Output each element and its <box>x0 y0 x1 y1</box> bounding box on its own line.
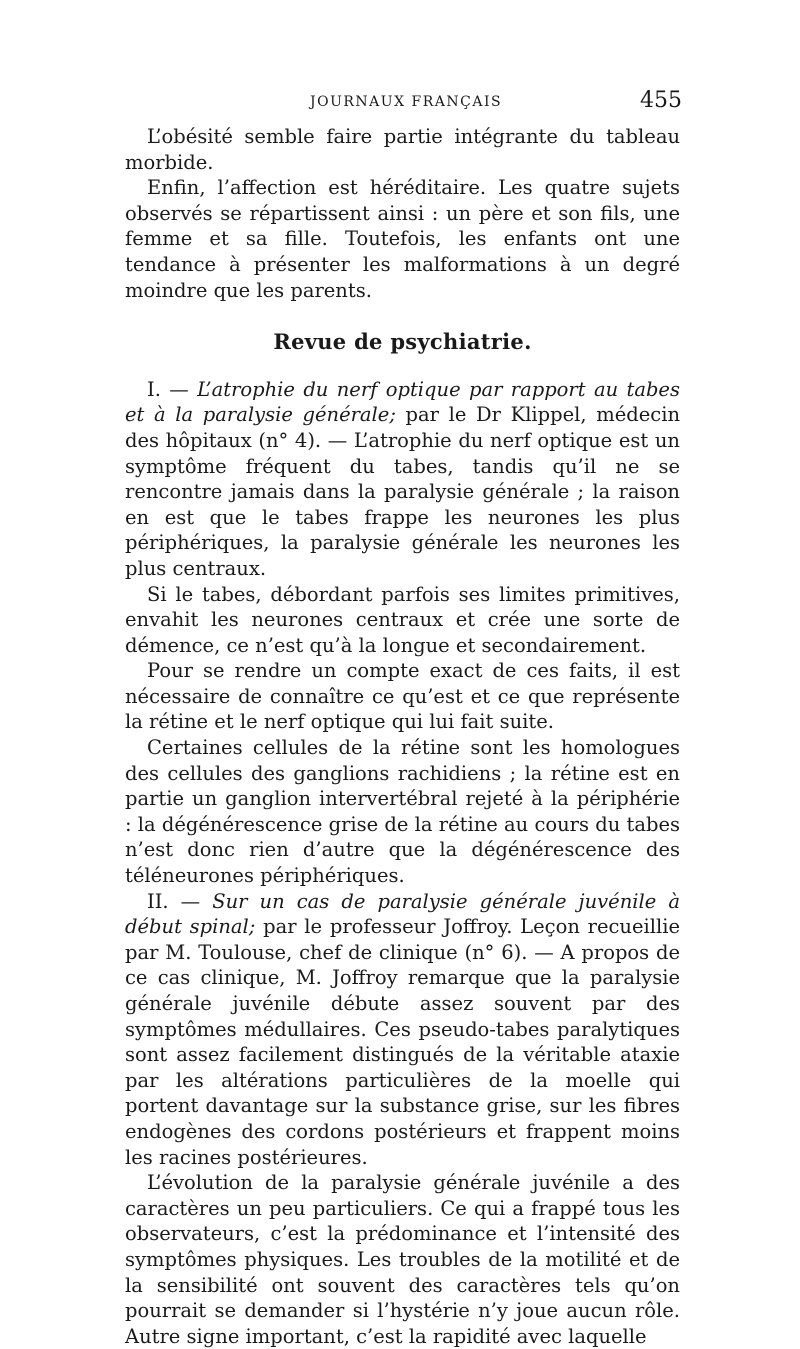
item-two-number: II. — <box>147 889 213 913</box>
item-two-body: par le professeur Joffroy. Leçon recueillie par M. Toulouse, chef de clinique (n° 6). — A propos de ce cas clinique, M. Joffroy remarque que la paralysie générale juvénile débute assez souvent par des symptômes médullaires. Ces pseudo-tabes paralytiques sont assez facilement distingués de la véritable ataxie par les altérations particulières de la moelle qui portent davantage sur la substance grise, sur les fibres endogènes des cordons postérieurs et frappent moins les racines postérieures. <box>125 915 680 1169</box>
section-heading: Revue de psychiatrie. <box>273 329 532 355</box>
item-one-title: L’atrophie du nerf optique par rapport au tabes et à la paralysie générale; <box>125 377 680 427</box>
body-text <box>125 124 680 1349</box>
paragraph-evolution: L’évolution de la paralysie générale juvénile a des caractères un peu particuliers. Ce qui a frappé tous les observateurs, c’est la prédominance et l’intensité des symptômes physiques. Les troubles de la motilité et de la sensibilité ont souvent des caractères tels qu’on pourrait se demander si l’hystérie n’y joue aucun rôle. Autre signe important, c’est la rapidité avec laquelle <box>125 1171 680 1348</box>
item-two-title: Sur un cas de paralysie générale juvénile à début spinal; <box>125 889 680 939</box>
item-two <box>125 889 680 1171</box>
item-one <box>125 377 680 582</box>
page-number: 455 <box>640 88 682 113</box>
item-one-body: par le Dr Klippel, médecin des hôpitaux (n° 4). — L’atrophie du nerf optique est un symptôme fréquent du tabes, tandis qu’il ne se rencontre jamais dans la paralysie générale ; la raison en est que le tabes frappe les neurones les plus périphériques, la paralysie générale les neurones les plus centraux. <box>125 403 681 580</box>
paragraph-heredity: Enfin, l’affection est héréditaire. Les quatre sujets observés se répartissent ainsi : un père et son fils, une femme et sa fille. Toutefois, les enfants ont une tendance à présenter les malformations à un degré moindre que les parents. <box>125 176 680 302</box>
item-one-number: I. — <box>147 377 198 401</box>
paragraph-cellules: Certaines cellules de la rétine sont les homologues des cellules des ganglions rachidiens ; la rétine est en partie un ganglion intervertébral rejeté à la périphérie : la dégénérescence grise de la rétine au cours du tabes n’est donc rien d’autre que la dégénérescence des téléneurones périphériques. <box>125 736 680 888</box>
paragraph-tabes: Si le tabes, débordant parfois ses limites primitives, envahit les neurones centraux et crée une sorte de démence, ce n’est qu’à la longue et secondairement. <box>125 582 680 657</box>
running-title: JOURNAUX FRANÇAIS <box>310 94 503 110</box>
paragraph-compte: Pour se rendre un compte exact de ces faits, il est nécessaire de connaître ce qu’est et ce que représente la rétine et le nerf optique qui lui fait suite. <box>125 659 680 734</box>
paragraph-obesite: L’obésité semble faire partie intégrante du tableau morbide. <box>125 125 680 174</box>
